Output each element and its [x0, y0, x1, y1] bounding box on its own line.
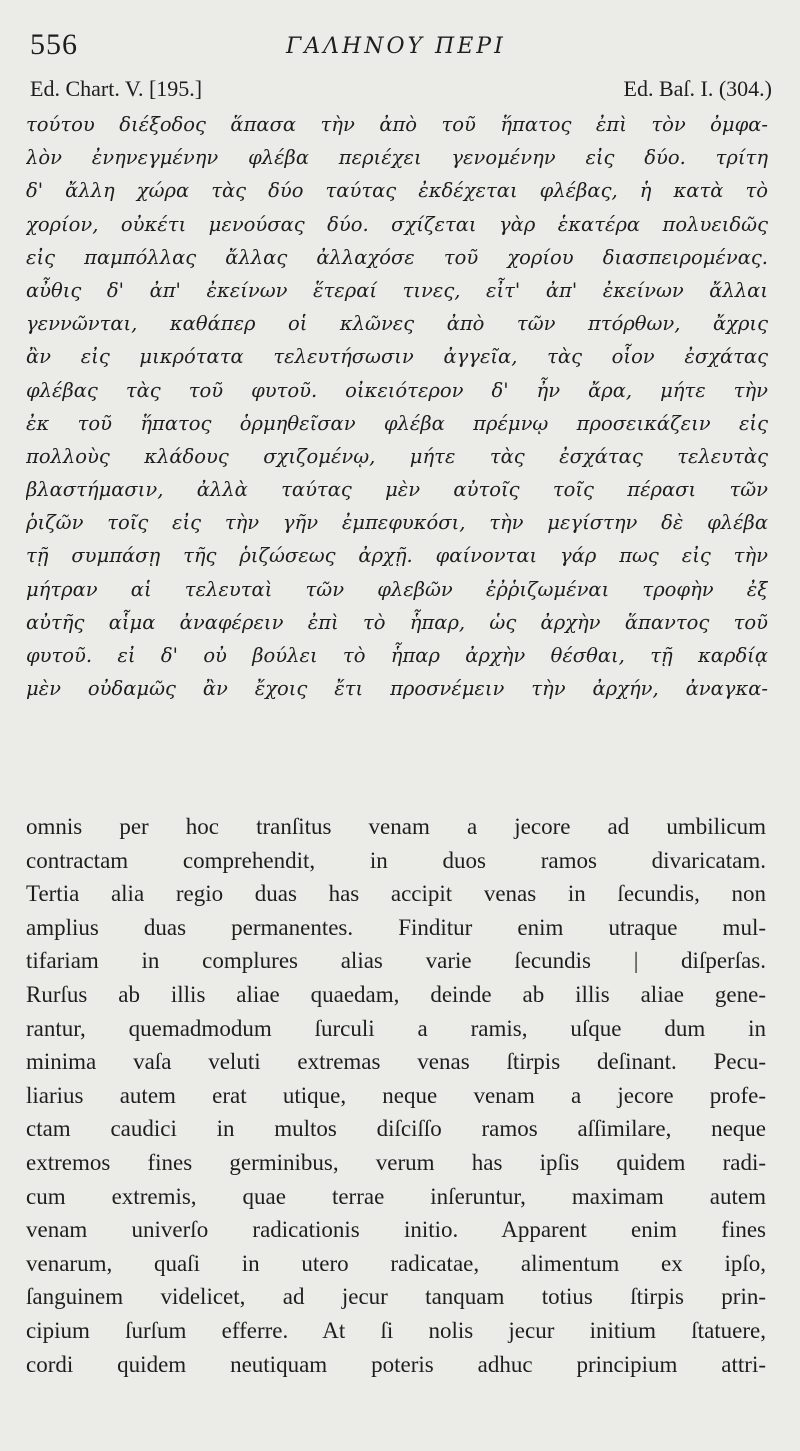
edition-basel-reference: Ed. Baſ. I. (304.)	[623, 76, 772, 101]
greek-text-line: φυτοῦ. εἰ δ' οὐ βούλει τὸ ἧπαρ ἀρχὴν θέσθαι, τῇ καρδίᾳ	[26, 644, 768, 667]
running-title: ΓΑΛΗΝΟΥ ΠΕΡΙ	[286, 34, 506, 59]
greek-text-line: αὐτῆς αἷμα ἀναφέρειν ἐπὶ τὸ ἧπαρ, ὡς ἀρχὴν ἅπαντος τοῦ	[26, 610, 768, 634]
latin-text-line: tifariam in complures alias varie ſecundis | diſperſas.	[26, 948, 766, 974]
latin-text-line: ctam caudici in multos diſciſſo ramos aſſimilare, neque	[26, 1116, 766, 1142]
latin-text-line: minima vaſa veluti extremas venas ſtirpis deſinant. Pecu-	[26, 1049, 766, 1075]
edition-reference-line	[30, 76, 772, 106]
latin-text-line: cum extremis, quae terrae inſeruntur, maximam autem	[26, 1183, 766, 1209]
page-number: 556	[30, 28, 78, 61]
latin-text-line: cordi quidem neutiquam poteris adhuc principium attri-	[26, 1351, 766, 1377]
latin-text-line: venam univerſo radicationis initio. Apparent enim fines	[26, 1217, 766, 1243]
latin-text-line: venarum, quaſi in utero radicatae, alimentum ex ipſo,	[26, 1250, 766, 1276]
greek-text-line: εἰς παμπόλλας ἄλλας ἀλλαχόσε τοῦ χορίου διασπειρομένας.	[26, 245, 768, 269]
greek-text-line: γεννῶνται, καθάπερ οἱ κλῶνες ἀπὸ τῶν πτόρθων, ἄχρις	[26, 312, 768, 336]
greek-text-line: αὖθις δ' ἀπ' ἐκείνων ἕτεραί τινες, εἶτ' ἀπ' ἐκείνων ἄλλαι	[26, 278, 768, 302]
greek-text-line: βλαστήμασιν, ἀλλὰ ταύτας μὲν αὐτοῖς τοῖς πέρασι τῶν	[26, 478, 768, 502]
latin-text-line: extremos fines germinibus, verum has ipſis quidem radi-	[26, 1149, 766, 1175]
latin-text-line: rantur, quemadmodum ſurculi a ramis, uſque dum in	[26, 1015, 766, 1041]
latin-text-line: Rurſus ab illis aliae quaedam, deinde ab illis aliae gene-	[26, 981, 766, 1007]
page-header	[22, 28, 778, 68]
greek-text-line: πολλοὺς κλάδους σχιζομένῳ, μήτε τὰς ἐσχάτας τελευτὰς	[26, 444, 768, 468]
greek-text-line: ῥιζῶν τοῖς εἰς τὴν γῆν ἐμπεφυκόσι, τὴν μεγίστην δὲ φλέβα	[26, 511, 768, 535]
latin-text-line: omnis per hoc tranſitus venam a jecore ad umbilicum	[26, 814, 766, 839]
greek-text-line: λὸν ἐνηνεγμένην φλέβα περιέχει γενομένην εἰς δύο. τρίτη	[26, 146, 768, 170]
greek-text-block	[26, 108, 768, 705]
latin-text-line: ſanguinem videlicet, ad jecur tanquam totius ſtirpis prin-	[26, 1284, 766, 1310]
greek-text-line: τούτου διέξοδος ἅπασα τὴν ἀπὸ τοῦ ἥπατος ἐπὶ τὸν ὀμφα-	[26, 113, 768, 136]
latin-translation-block	[26, 810, 766, 1381]
latin-text-line: amplius duas permanentes. Finditur enim utraque mul-	[26, 914, 766, 940]
latin-text-line: cipium ſurſum efferre. At ſi nolis jecur initium ſtatuere,	[26, 1317, 766, 1343]
greek-text-line: τῇ συμπάσῃ τῆς ῥιζώσεως ἀρχῇ. φαίνονται γάρ πως εἰς τὴν	[26, 544, 768, 568]
greek-text-line: φλέβας τὰς τοῦ φυτοῦ. οἰκειότερον δ' ἦν ἄρα, μήτε τὴν	[26, 378, 768, 402]
latin-text-line: contractam comprehendit, in duos ramos divaricatam.	[26, 847, 766, 873]
latin-text-line: Tertia alia regio duas has accipit venas in ſecundis, non	[26, 881, 766, 907]
greek-text-line: ἂν εἰς μικρότατα τελευτήσωσιν ἀγγεῖα, τὰς οἷον ἐσχάτας	[26, 345, 768, 369]
greek-text-line: χορίον, οὐκέτι μενούσας δύο. σχίζεται γὰρ ἑκατέρα πολυειδῶς	[26, 212, 768, 236]
greek-text-line: ἐκ τοῦ ἥπατος ὁρμηθεῖσαν φλέβα πρέμνῳ προσεικάζειν εἰς	[26, 411, 768, 435]
greek-text-line: μὲν οὐδαμῶς ἂν ἔχοις ἔτι προσνέμειν τὴν ἀρχήν, ἀναγκα-	[26, 677, 768, 701]
edition-chart-reference: Ed. Chart. V. [195.]	[30, 76, 203, 101]
latin-text-line: liarius autem erat utique, neque venam a jecore profe-	[26, 1082, 766, 1108]
greek-text-line: μήτραν αἱ τελευταὶ τῶν φλεβῶν ἐῤῥιζωμέναι τροφὴν ἐξ	[26, 577, 768, 601]
greek-text-line: δ' ἄλλη χώρα τὰς δύο ταύτας ἐκδέχεται φλέβας, ἡ κατὰ τὸ	[26, 179, 768, 203]
